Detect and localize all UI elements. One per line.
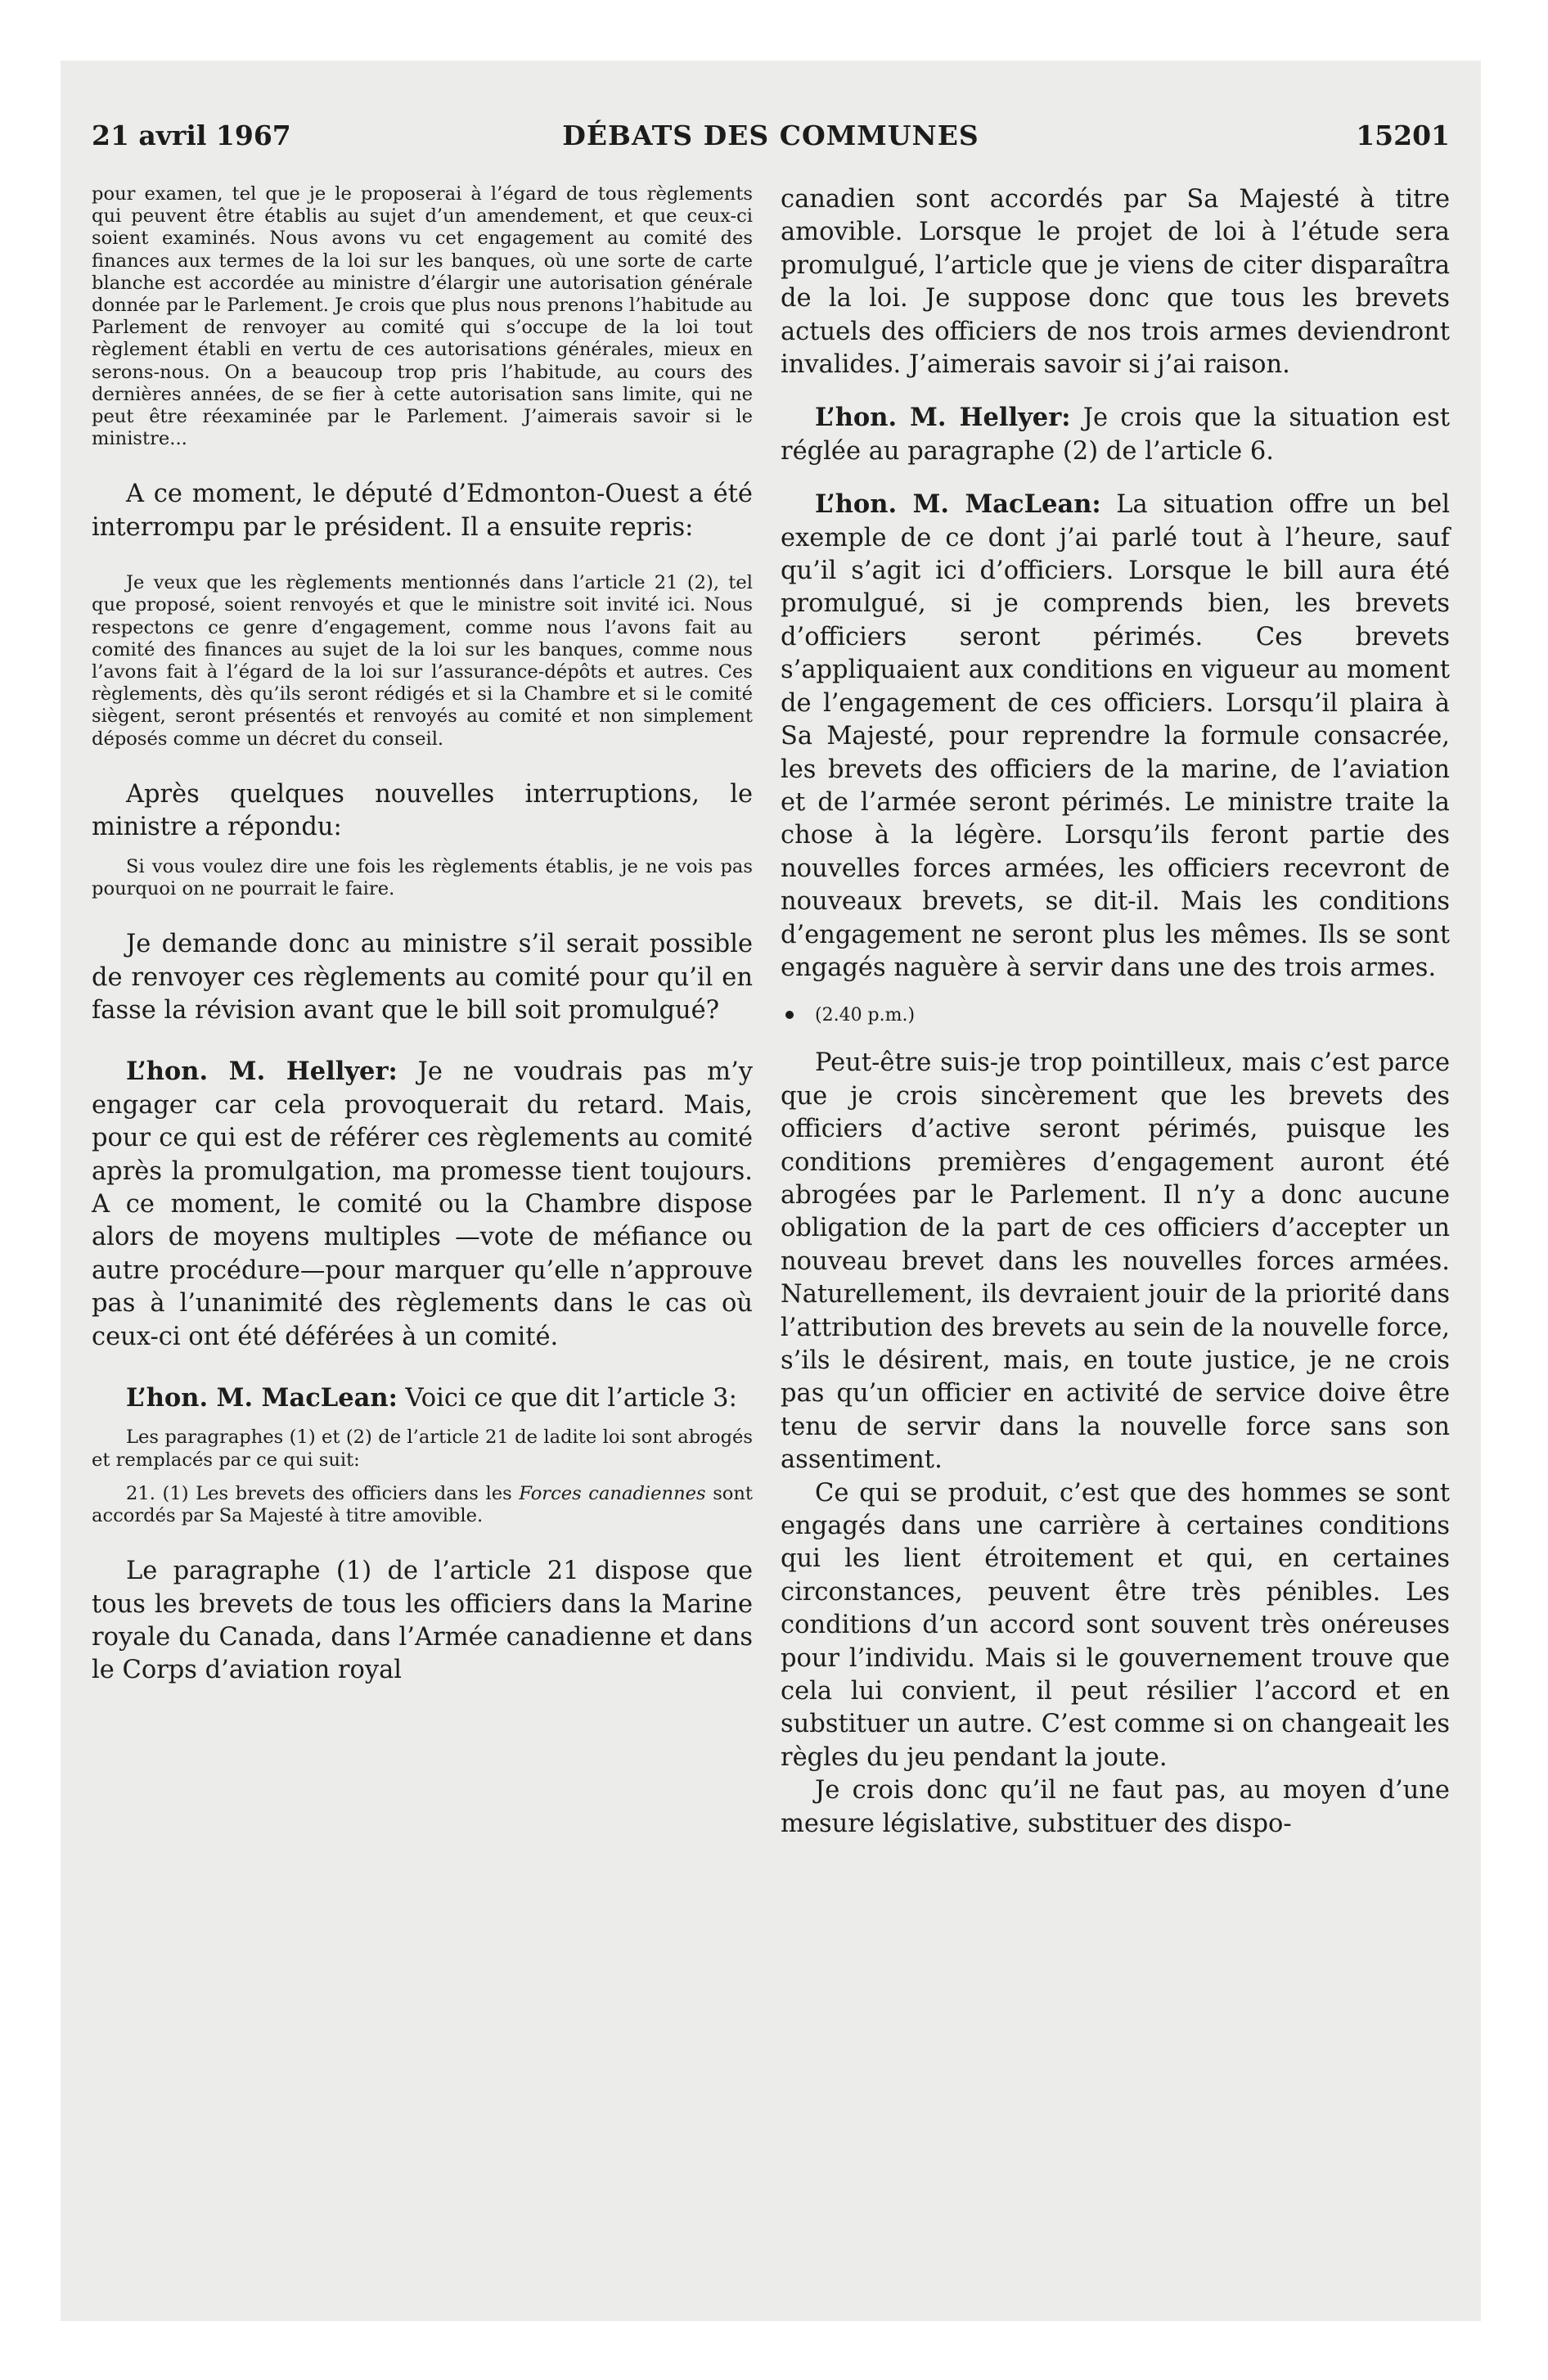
- speech-text: Je crois que la situation est réglée au paragraphe (2) de l’article 6.: [781, 403, 1451, 466]
- bullet-icon: [785, 1011, 794, 1019]
- speech-text: La situation offre un bel exemple de ce dont j’ai parlé tout à l’heure, sauf qu’il s’agit ici d’officiers. Lorsque le bill aura été promulgué, si je comprends bien, les brevets d’officiers seront périmés. Ces brevets s’appliquaient aux conditions en vigueur au moment de l’engagement de ces officiers. Lorsqu’il plaira à Sa Majesté, pour reprendre la formule consacrée, les brevets des officiers de la marine, de l’aviation et de l’armée seront périmés. Le ministre traite la chose à la légère. Lorsqu’ils feront partie des nouvelles forces armées, les officiers recevront de nouveaux brevets, se dit-il. Mais les conditions d’engagement ne seront plus les mêmes. Ils se sont engagés naguère à servir dans une des trois armes.: [781, 490, 1450, 982]
- speaker-name: L’hon. M. Hellyer:: [815, 403, 1071, 433]
- body-paragraph: Peut-être suis-je trop pointilleux, mais c’est parce que je crois sincèrement que les brevets des officiers d’active seront périmés, puisque les conditions premières d’engagement auront été abrogées par le Parlement. Il n’y a donc aucune obligation de la part de ces officiers d’accepter un nouveau brevet dans les nouvelles forces armées. Naturellement, ils devraient jouir de la priorité dans l’attribution des brevets au sein de la nouvelle force, s’ils le désirent, mais, en toute justice, je ne crois pas qu’un officier en activité de service doive être tenu de servir dans la nouvelle force sans son assentiment.: [781, 1048, 1450, 1475]
- body-paragraph: Je demande donc au ministre s’il serait possible de renvoyer ces règlements au comité pour qu’il en fasse la révision avant que le bill soit promulgué?: [92, 930, 753, 1025]
- timestamp-text: (2.40 p.m.): [815, 1005, 916, 1026]
- quoted-paragraph: Si vous voulez dire une fois les règlements établis, je ne vois pas pourquoi on ne pourrait le faire.: [92, 855, 753, 899]
- speaker-name: L’hon. M. MacLean:: [126, 1382, 398, 1413]
- speech-paragraph: [781, 401, 1450, 468]
- header-title: DÉBATS DES COMMUNES: [562, 119, 979, 151]
- quoted-paragraph: pour examen, tel que je le proposerai à l’égard de tous règlements qui peuvent être établis au sujet d’un amendement, et que ceux-ci soient examinés. Nous avons vu cet engagement au comité des finances aux termes de la loi sur les banques, où une sorte de carte blanche est accordée au ministre d’élargir une autorisation générale donnée par le Parlement. Je crois que plus nous prenons l’habitude au Parlement de renvoyer au comité qui s’occupe de la loi tout règlement établi en vertu de ces autorisations générales, mieux en serons-nous. On a beaucoup trop pris l’habitude, au cours des dernières années, de se fier à cette autorisation sans limite, qui ne peut être réexaminée par le Parlement. J’aimerais savoir si le ministre...: [92, 183, 753, 450]
- speaker-name: L’hon. M. Hellyer:: [126, 1057, 398, 1087]
- narration-paragraph: Après quelques nouvelles interruptions, le ministre a répondu:: [92, 779, 753, 842]
- statute-quote: Les paragraphes (1) et (2) de l’article 21 de ladite loi sont abrogés et remplacés par ce qui suit:: [92, 1427, 753, 1471]
- body-paragraph: Ce qui se produit, c’est que des hommes se sont engagés dans une carrière à certaines conditions qui les lient étroitement et qui, en certaines circonstances, peuvent être très pénibles. Les conditions d’un accord sont souvent très onéreuses pour l’individu. Mais si le gouvernement trouve que cela lui convient, il peut résilier l’accord et en substituer un autre. C’est comme si on changeait les règles du jeu pendant la joute.: [781, 1478, 1450, 1772]
- statute-text: 21. (1) Les brevets des officiers dans les: [126, 1482, 512, 1504]
- statute-italic-text: Forces canadiennes: [519, 1482, 706, 1504]
- timestamp: [781, 1004, 1450, 1027]
- body-paragraph: Le paragraphe (1) de l’article 21 dispose que tous les brevets de tous les officiers dans la Marine royale du Canada, dans l’Armée canadienne et dans le Corps d’aviation royal: [92, 1557, 753, 1685]
- hansard-page: [61, 61, 1481, 2321]
- page-number: 15201: [1356, 119, 1450, 151]
- header-date: 21 avril 1967: [92, 119, 291, 151]
- speech-text: Je ne voudrais pas m’y engager car cela provoquerait du retard. Mais, pour ce qui est de référer ces règlements au comité après la promulgation, ma promesse tient toujours. A ce moment, le comité ou la Chambre dispose alors de moyens multiples —vote de méfiance ou autre procédure—pour marquer qu’elle n’approuve pas à l’unanimité des règlements dans le cas où ceux-ci ont été déférées à un comité.: [92, 1057, 753, 1351]
- statute-text: sont accordés par Sa Majesté à titre amovible.: [92, 1482, 754, 1526]
- speech-paragraph: [92, 1382, 753, 1415]
- speaker-name: L’hon. M. MacLean:: [815, 489, 1101, 520]
- speech-paragraph: [92, 1055, 753, 1354]
- right-column: [781, 183, 1450, 1841]
- statute-quote: [92, 1483, 753, 1527]
- quoted-paragraph: Je veux que les règlements mentionnés dans l’article 21 (2), tel que proposé, soient renvoyés et que le ministre soit invité ici. Nous respectons ce genre d’engagement, comme nous l’avons fait au comité des finances au sujet de la loi sur les banques, comme nous l’avons fait à l’égard de la loi sur l’assurance-dépôts et autres. Ces règlements, dès qu’ils seront rédigés et si la Chambre et si le comité siègent, seront présentés et renvoyés au comité et non simplement déposés comme un décret du conseil.: [92, 572, 753, 750]
- speech-text: Voici ce que dit l’article 3:: [405, 1383, 737, 1413]
- body-paragraph: canadien sont accordés par Sa Majesté à titre amovible. Lorsque le projet de loi à l’étude sera promulgué, l’article que je viens de citer disparaîtra de la loi. Je suppose donc que tous les brevets actuels des officiers de nos trois armes deviendront invalides. J’aimerais savoir si j’ai raison.: [781, 185, 1450, 380]
- page-header: [92, 119, 1450, 164]
- narration-paragraph: A ce moment, le député d’Edmonton-Ouest a été interrompu par le président. Il a ensuite repris:: [92, 480, 753, 542]
- speech-paragraph: [781, 488, 1450, 985]
- body-paragraph: Je crois donc qu’il ne faut pas, au moyen d’une mesure législative, substituer des dispo-: [781, 1776, 1450, 1838]
- left-column: [92, 183, 753, 1688]
